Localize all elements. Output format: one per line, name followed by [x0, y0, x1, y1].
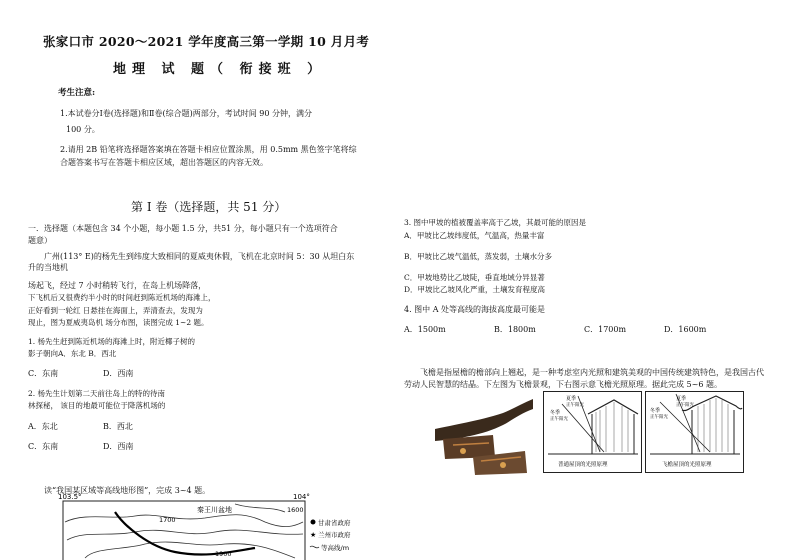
story-line-6: 现止，图为夏威夷岛机 场分布图，读图完成 1~2 题。	[28, 318, 209, 327]
q3-option-c: C．甲坡地势比乙坡陡，垂直地域分异显著	[404, 273, 545, 282]
part1-intro-1: 一．选择题（本题包含 34 个小题，每小题 1.5 分，共51 分，每小题只有一个选项符合	[28, 224, 338, 233]
contour-line	[85, 542, 295, 558]
winter-noon-label: 正午阳光	[650, 415, 668, 420]
legend-item-1: 甘肃省政府	[318, 519, 351, 527]
notice-1a: 1.本试卷分Ⅰ卷(选择题)和Ⅱ卷(综合题)两部分，考试时间 90 分钟，满分	[60, 109, 312, 118]
story-line-1: 广州(113° E)的杨先生到纬度大致相同的夏威夷休假，飞机在北京时间 5：30 从坦白东	[44, 252, 355, 261]
eaves-intro-2: 劳动人民智慧的结晶。下左图为飞檐景观，下右图示意飞檐光照原理。据此完成 5~6 题。	[404, 380, 722, 389]
exam-title: 张家口市 2020～2021 学年度高三第一学期 10 月月考	[43, 34, 370, 49]
contour-line	[235, 504, 285, 512]
contour-label-1600: 1600	[287, 506, 304, 514]
contour-map	[55, 492, 351, 560]
contour-label-1900: 1900	[215, 550, 232, 558]
q2-option-c: C．东南	[28, 442, 59, 451]
summer-label: 夏季	[676, 396, 687, 402]
q2-option-d: D．西南	[103, 442, 134, 451]
flying-eaves-diagram	[645, 391, 744, 473]
q1-option-d: D．西南	[103, 369, 134, 378]
q3-option-d: D．甲坡比乙坡风化严重，土壤发育程度高	[404, 285, 546, 294]
q1-option-c: C．东南	[28, 369, 59, 378]
map-lon-left: 103.5°	[58, 493, 82, 501]
q2-stem-1: 2. 杨先生计划第二天前往岛上的特的待南	[28, 389, 166, 398]
exam-subtitle: 地理 试 题（ 衔接班 ）	[113, 62, 327, 77]
map-lon-right: 104°	[293, 493, 310, 501]
ordinary-roof-diagram	[543, 391, 642, 473]
q3-option-b: B．甲坡比乙坡气温低，蒸发弱，土壤水分多	[404, 252, 553, 261]
q2-option-a: A．东北	[28, 422, 58, 431]
notice-2b: 合题答案书写在答题卡相应区域，超出答题区的内容无效。	[60, 158, 268, 167]
story-line-3: 场起飞，经过 7 小时稍转飞行，在岛上机场降落，	[28, 281, 207, 290]
summer-label: 夏季	[566, 396, 577, 402]
legend-gov-icon	[311, 520, 316, 525]
eaves-intro-1: 飞檐是指屋檐的檐部向上翘起，是一种考虑室内光照和建筑美观的中国传统建筑特色，是我国古代	[420, 368, 764, 377]
contour-line	[67, 530, 303, 540]
winter-label: 冬季	[550, 410, 561, 416]
story-line-4: 下飞机后又很费约半小时的时间赶到陈近机场的海滩上，	[28, 293, 216, 302]
eaves-photo	[433, 395, 537, 475]
q4-option-a: A．1500m	[404, 325, 446, 334]
left-caption: 普通屋顶的光照原理	[558, 462, 608, 468]
q1-stem: 1. 杨先生赶到陈近机场的海滩上时，附近椰子树的	[28, 337, 196, 346]
winter-sun-ray	[660, 402, 710, 452]
q4-option-c: C．1700m	[584, 325, 627, 334]
map-intro: 读“我国某区域等高线地形图”，完成 3~4 题。	[44, 486, 211, 495]
winter-sun-ray	[562, 404, 604, 452]
story-line-5: 正好看到一轮红 日悬挂在海面上，弄清查去，发现为	[28, 306, 203, 315]
summer-noon-label: 正午阳光	[566, 403, 584, 408]
contour-line	[65, 515, 303, 527]
winter-label: 冬季	[650, 408, 661, 414]
q3-stem: 3. 图中甲坡的植被覆盖率高于乙坡，其最可能的原因是	[404, 218, 587, 227]
legend-item-2: 兰州市政府	[318, 531, 351, 539]
q2-option-b: B．西北	[103, 422, 133, 431]
q1-options-ab: 影子朝向A．东北 B．西北	[28, 349, 117, 358]
legend-item-3: 等高线/m	[321, 544, 350, 552]
right-caption: 飞檐屋顶的光照原理	[662, 462, 712, 468]
legend-contour-icon	[310, 546, 319, 548]
q4-option-b: B．1800m	[494, 325, 536, 334]
q4-option-d: D．1600m	[664, 325, 707, 334]
part1-heading: 第 Ⅰ 卷（选择题，共 51 分）	[131, 200, 287, 214]
winter-noon-label: 正午阳光	[550, 417, 568, 422]
roof-shape	[588, 400, 638, 414]
contour-label-1700: 1700	[159, 516, 176, 524]
map-place-label: 秦王川盆地	[197, 506, 232, 514]
part1-intro-2: 题意）	[28, 236, 52, 245]
q3-option-a: A．甲坡比乙坡纬度低，气温高，热量丰富	[404, 231, 545, 240]
notice-header: 考生注意:	[58, 88, 96, 98]
story-line-2: 升的当地机	[28, 263, 68, 272]
notice-1b: 100 分。	[66, 125, 100, 134]
summer-noon-label: 正午阳光	[676, 403, 694, 408]
legend-star-icon: ★	[310, 531, 317, 539]
notice-2a: 2.请用 2B 铅笔将选择题答案填在答题卡相应位置涂黑，用 0.5mm 黑色签字笔将综	[60, 145, 357, 154]
q4-stem: 4. 图中 A 处等高线的海拔高度最可能是	[404, 305, 546, 314]
q2-stem-2: 林探秘， 该目的地最可能位于降落机场的	[28, 401, 166, 410]
